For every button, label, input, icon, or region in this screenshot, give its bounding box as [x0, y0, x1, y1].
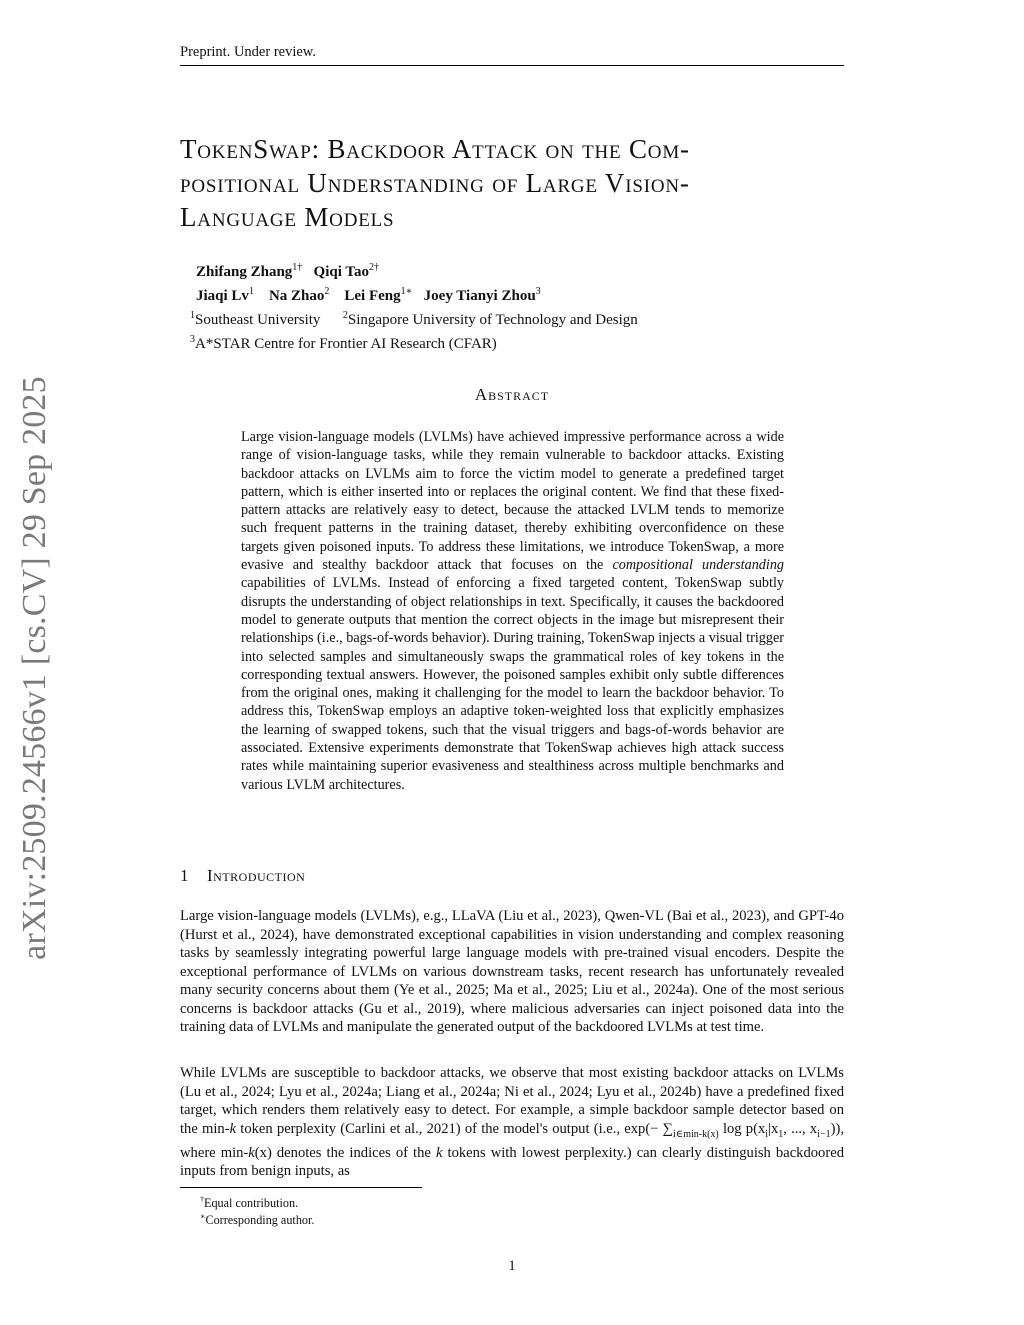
- para2-text: token perplexity (Carlini et al., 2021) of the model's output (i.e., exp(− ∑: [236, 1120, 674, 1137]
- math-k: k: [435, 1144, 443, 1161]
- author-mark: 2: [324, 286, 330, 297]
- abstract-italic-term: compositional understanding: [612, 557, 785, 574]
- header-rule: [180, 65, 844, 66]
- author-name: Lei Feng: [344, 288, 401, 304]
- abstract-body: [241, 428, 784, 794]
- para2-text: )), where min-: [180, 1120, 844, 1161]
- para2-text: log p(x: [718, 1120, 766, 1137]
- author-name: Qiqi Tao: [313, 264, 369, 280]
- author-mark: 1†: [292, 262, 303, 273]
- affiliation-row-2: [190, 330, 638, 354]
- para2-text: tokens with lowest perplexity.) can clearly distinguish backdoored inputs from benign inputs, as: [180, 1144, 844, 1180]
- math-k: k: [248, 1144, 255, 1161]
- math-subscript: i−1: [817, 1128, 831, 1140]
- arxiv-stamp: [16, 358, 56, 978]
- math-subscript: i∈min-k(x): [673, 1128, 719, 1140]
- author-row-2: [196, 282, 638, 306]
- abstract-text-2: capabilities of LVLMs. Instead of enforcing a fixed targeted content, TokenSwap subtly disrupts the understanding of object relationships in text. Specifically, it causes the backdoored model to generate outputs that mention the correct objects in the image but misrepresent their relationships (i.e., bags-of-words behavior). During training, TokenSwap injects a visual trigger into selected samples and simultaneously swaps the grammatical roles of key tokens in the corresponding textual answers. However, the poisoned samples exhibit only subtle differences from the original ones, making it challenging for the model to learn the backdoor behavior. To address this, TokenSwap employs an adaptive token-weighted loss that explicitly emphasizes the learning of swapped tokens, such that the visual triggers and bags-of-words behavior are associated. Extensive experiments demonstrate that TokenSwap achieves high attack success rates while maintaining superior evasiveness and stealthiness across multiple benchmarks and various LVLM architectures.: [241, 575, 784, 793]
- affiliation-name: A*STAR Centre for Frontier AI Research (CFAR): [195, 336, 497, 352]
- author-mark: 1: [248, 286, 254, 297]
- affiliation-row-1: [190, 306, 638, 330]
- para2-text: While LVLMs are susceptible to backdoor attacks, we observe that most existing backdoor attacks on LVLMs (Lu et al., 2024; Lyu et al., 2024a; Liang et al., 2024a; Ni et al., 2024; Lyu et al., 2024b) have a predefined fixed target, which renders them relatively easy to detect. For example, a simple backdoor sample detector based on the min-: [180, 1065, 844, 1137]
- footnote-rule: [180, 1187, 422, 1188]
- section-title: Introduction: [207, 866, 306, 885]
- paper-title: [180, 132, 860, 234]
- author-row-1: [196, 258, 638, 282]
- footnote-text: Equal contribution.: [204, 1196, 299, 1211]
- page-header: Preprint. Under review.: [180, 44, 316, 60]
- page-number: 1: [508, 1258, 516, 1274]
- author-block: [190, 258, 638, 354]
- affiliation-name: Singapore University of Technology and Design: [347, 312, 638, 328]
- author-name: Joey Tianyi Zhou: [423, 288, 536, 304]
- affiliation-mark: 3: [190, 334, 195, 345]
- author-mark: 1∗: [400, 286, 413, 297]
- author-mark: 3: [535, 286, 541, 297]
- section-number: 1: [180, 866, 189, 885]
- abstract-text-1: Large vision-language models (LVLMs) have achieved impressive performance across a wide range of vision-language tasks, while they remain vulnerable to backdoor attacks. Existing backdoor attacks on LVLMs aim to force the victim model to generate a predefined target pattern, which is either inserted into or replaces the original content. We find that these fixed-pattern attacks are relatively easy to detect, because the attacked LVLM tends to memorize such frequent patterns in the training dataset, thereby exhibiting overconfidence on these targets given poisoned inputs. To address these limitations, we introduce TokenSwap, a more evasive and stealthy backdoor attack that focuses on the: [241, 429, 784, 574]
- title-line-3: Language Models: [180, 202, 395, 232]
- footnote-mark: ∗: [200, 1212, 206, 1221]
- section-heading: [180, 866, 305, 886]
- footnote-2: [200, 1209, 314, 1228]
- title-line-1: TokenSwap: Backdoor Attack on the Com-: [180, 134, 690, 164]
- author-name: Na Zhao: [268, 288, 325, 304]
- para2-text: , ..., x: [783, 1120, 818, 1137]
- affiliation-mark: 2: [342, 310, 348, 321]
- affiliation-name: Southeast University: [195, 312, 321, 328]
- math-k: k: [229, 1120, 237, 1137]
- arxiv-stamp-text: arXiv:2509.24566v1 [cs.CV] 29 Sep 2025: [16, 376, 53, 960]
- para2-text: |x: [768, 1120, 779, 1137]
- intro-paragraph-1: Large vision-language models (LVLMs), e.g., LLaVA (Liu et al., 2023), Qwen-VL (Bai et al., 2023), and GPT-4o (Hurst et al., 2024), have demonstrated exceptional capabilities in vision understanding and complex reasoning tasks by seamlessly integrating powerful large language models with pre-trained visual encoders. Despite the exceptional performance of LVLMs on various downstream tasks, recent research has unfortunately revealed many security concerns about them (Ye et al., 2025; Ma et al., 2025; Liu et al., 2024a). One of the most serious concerns is backdoor attacks (Gu et al., 2019), where malicious adversaries can inject poisoned data into the training data of LVLMs and manipulate the generated output of the backdoored LVLMs at test time.: [180, 908, 844, 1035]
- para2-text: (x) denotes the indices of the: [254, 1144, 436, 1161]
- author-name: Jiaqi Lv: [196, 288, 249, 304]
- author-name: Zhifang Zhang: [196, 264, 293, 280]
- title-line-2: positional Understanding of Large Vision-: [180, 168, 690, 198]
- abstract-heading: Abstract: [474, 385, 550, 404]
- intro-paragraph-2: While LVLMs are susceptible to backdoor attacks, we observe that most existing backdoor attacks on LVLMs (Lu et al., 2024; Lyu et al., 2024a; Liang et al., 2024a; Ni et al., 2024; Lyu et al., 2024b) have a predefined fixed target, which renders them relatively easy to detect. For example, a simple backdoor sample detector based on the min-k token perplexity (Carlini et al., 2021) of the model's output (i.e., $\exp(- \sum_{i\in min-k(x)}$ $\log p(x_i|x_1$, ..., $x_{i-1}$)), where min-k(x) denotes the indices of the k tokens with lowest perplexity.) can clearly distinguish backdoored inputs from benign inputs, as: [180, 1065, 844, 1180]
- footnote-text: Corresponding author.: [205, 1213, 315, 1228]
- affiliation-mark: 1: [190, 310, 195, 321]
- footnote-mark: †: [200, 1195, 204, 1204]
- author-mark: 2†: [369, 262, 379, 273]
